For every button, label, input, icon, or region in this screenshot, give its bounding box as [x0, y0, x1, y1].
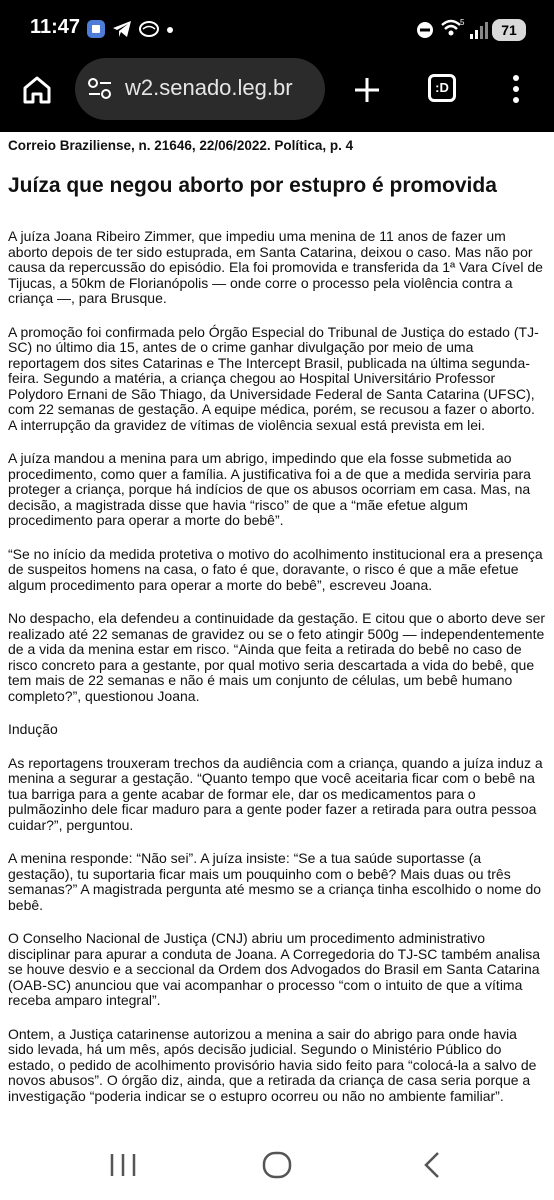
article-paragraph: A juíza mandou a menina para um abrigo, impedindo que ela fosse submetida ao procedimento, como quer a família. A justificativa foi a de que a medida serviria para proteger a criança, porque há indícios de que os abusos ocorriam em casa. Mas, na decisão, a magistrada disse que havia “risco” de que a “mãe efetue algum procedimento para operar a morte do bebê”. [8, 450, 531, 528]
article-paragraph: Ontem, a Justiça catarinense autorizou a menina a sair do abrigo para onde havia sido levada, há um mês, após decisão judicial. Segundo o Ministério Público do estado, o pedido de acolhimento provisório havia sido feito para “colocá-la a salvo de novos abusos”. O órgão diz, ainda, que a retirada da criança de casa seria porque a investigação “poderia indicar se o estupro ocorreu ou não no ambiente familiar”. [8, 1025, 537, 1104]
dnd-icon [416, 21, 434, 39]
article-body [8, 229, 546, 1138]
plus-icon[interactable] [352, 75, 382, 105]
browser-toolbar [0, 58, 554, 132]
article-paragraph: A menina responde: “Não sei”. A juíza insiste: “Se a tua saúde suportasse (a gestação), tu suportaria ficar mais um pouquinho com o bebê? Mais duas ou três semanas?” A magistrada pergunta até mesmo se a criança tinha escolhido o nome do bebê. [8, 850, 542, 913]
article-paragraph: “Se no início da medida protetiva o motivo do acolhimento institucional era a presença de suspeitos homens na casa, o fato é que, doravante, o risco é que a mãe efetue algum procedimento para operar a morte do bebê”, escreveu Joana. [8, 545, 543, 593]
svg-text:5: 5 [460, 18, 465, 27]
tab-count-label: :D [435, 80, 449, 95]
article [8, 138, 546, 1156]
app-notification-icon [86, 19, 106, 39]
app-notification-icon-2 [138, 20, 160, 38]
system-nav-bar [0, 1124, 554, 1200]
tab-switcher-icon[interactable] [428, 74, 456, 102]
article-paragraph: As reportagens trouxeram trechos da audiência com a criança, quando a juíza induz a menina a segurar a gestação. “Quanto tempo que você aceitaria ficar com o bebê na tua barriga para a gente acabar de formar ele, dar os medicamentos para o pulmãozinho dele ficar maduro para a gente poder fazer a retirada para outra pessoa cuidar?”, perguntou. [8, 754, 543, 833]
web-page[interactable] [0, 132, 554, 1124]
article-paragraph: No despacho, ela defendeu a continuidade da gestação. E citou que o aborto deve ser realizado até 22 semanas de gravidez ou se o feto atingir 500g — independentemente de a vida da menina estar em risco. “Ainda que feita a retirada do bebê no caso de risco concreto para a gestante, por qual motivo seria descartada a vida do bebê, que tem mais de 22 semanas e não é mais um conjunto de células, um bebê humano completo?”, questionou Joana. [8, 610, 546, 704]
recents-icon[interactable] [108, 1152, 138, 1178]
status-bar [0, 0, 554, 58]
status-time: 11:47 [30, 16, 81, 38]
article-paragraph: O Conselho Nacional de Justiça (CNJ) abriu um procedimento administrativo disciplinar para apurar a conduta de Joana. A Corregedoria do TJ-SC também analisa se houve desvio e a seccional da Ordem dos Advogados do Brasil em Santa Catarina (OAB-SC) anunciou que vai acompanhar o processo “com o intuito de que a vítima receba amparo integral”. [8, 930, 541, 1008]
tune-icon[interactable] [87, 77, 113, 101]
home-icon[interactable] [22, 75, 52, 105]
signal-icon [468, 20, 488, 40]
url-bar[interactable] [75, 58, 325, 120]
battery-indicator [492, 19, 526, 41]
wifi-icon [440, 17, 466, 39]
more-notifications-dot [166, 26, 174, 34]
battery-level: 71 [501, 22, 517, 38]
more-vert-icon[interactable] [506, 73, 526, 105]
back-icon[interactable] [420, 1151, 444, 1179]
home-circle-icon[interactable] [262, 1150, 292, 1180]
article-headline: Juíza que negou aborto por estupro é promovida [8, 174, 497, 197]
telegram-icon [112, 20, 132, 38]
url-text[interactable]: w2.senado.leg.br [125, 75, 293, 100]
section-heading: Indução [8, 721, 58, 737]
article-paragraph: A juíza Joana Ribeiro Zimmer, que impediu uma menina de 11 anos de fazer um aborto depois de ter sido estuprada, em Santa Catarina, deixou o caso. Mas não por causa da repercussão do episódio. Ela foi promovida e transferida da 1ª Vara Cível de Tijucas, a 50km de Florianópolis — onde corre o processo pela violência contra a criança —, para Brusque. [8, 228, 543, 306]
article-source: Correio Braziliense, n. 21646, 22/06/2022. Política, p. 4 [8, 138, 354, 153]
article-paragraph: A promoção foi confirmada pelo Órgão Especial do Tribunal de Justiça do estado (TJ-SC) no último dia 15, antes de o crime ganhar divulgação por meio de uma reportagem dos sites Catarinas e The Intercept Brasil, publicada na última segunda-feira. Segundo a matéria, a criança chegou ao Hospital Universitário Professor Polydoro Ernani de São Thiago, da Universidade Federal de Santa Catarina (UFSC), com 22 semanas de gestação. A equipe médica, porém, se recusou a fazer o aborto. A interrupção da gravidez de vítimas de violência sexual está prevista em lei. [8, 323, 539, 433]
